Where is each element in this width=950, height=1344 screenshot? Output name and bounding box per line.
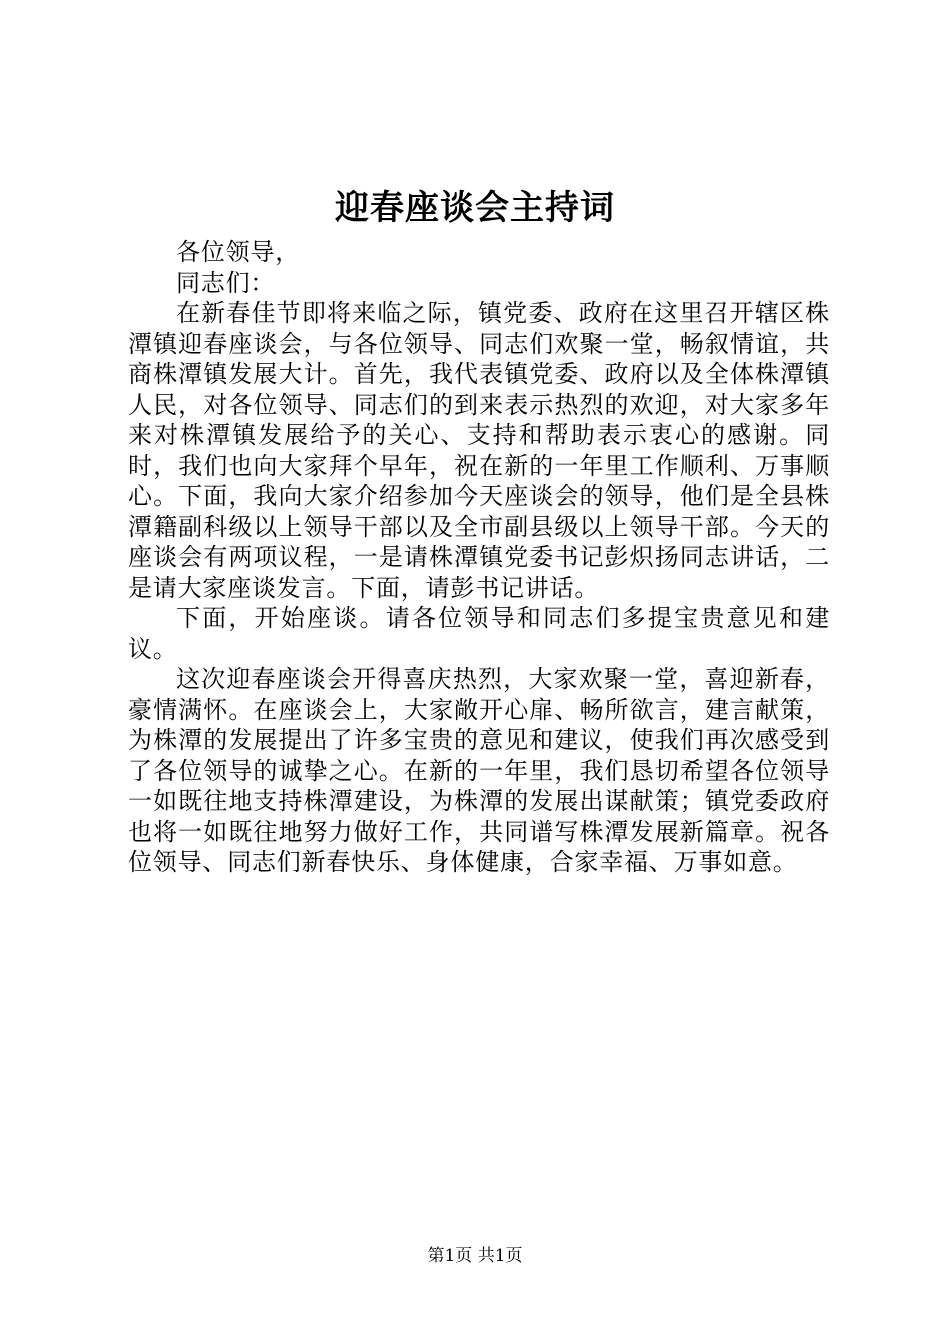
document-body <box>128 237 830 878</box>
page-number-footer: 第1页 共1页 <box>427 1246 523 1266</box>
salutation-comrades: 同志们： <box>176 268 276 297</box>
discussion-paragraph: 下面，开始座谈。请各位领导和同志们多提宝贵意见和建议。 <box>128 604 830 663</box>
document-title: 迎春座谈会主持词 <box>335 188 615 228</box>
salutation-leaders: 各位领导， <box>176 238 300 266</box>
closing-paragraph: 这次迎春座谈会开得喜庆热烈，大家欢聚一堂，喜迎新春，豪情满怀。在座谈会上，大家敞开心扉、畅所欲言，建言献策，为株潭的发展提出了许多宝贵的意见和建议，使我们再次感受到了各位领导的诚挚之心。在新的一年里，我们恳切希望各位领导一如既往地支持株潭建设，为株潭的发展出谋献策；镇党委政府也将一如既往地努力做好工作，共同谱写株潭发展新篇章。祝各位领导、同志们新春快乐、身体健康，合家幸福、万事如意。 <box>128 665 830 876</box>
opening-paragraph: 在新春佳节即将来临之际，镇党委、政府在这里召开辖区株潭镇迎春座谈会，与各位领导、同志们欢聚一堂，畅叙情谊，共商株潭镇发展大计。首先，我代表镇党委、政府以及全体株潭镇人民，对各位领导、同志们的到来表示热烈的欢迎，对大家多年来对株潭镇发展给予的关心、支持和帮助表示衷心的感谢。同时，我们也向大家拜个早年，祝在新的一年里工作顺利、万事顺心。下面，我向大家介绍参加今天座谈会的领导，他们是全县株潭籍副科级以上领导干部以及全市副县级以上领导干部。今天的座谈会有两项议程，一是请株潭镇党委书记彭炽扬同志讲话，二是请大家座谈发言。下面，请彭书记讲话。 <box>128 299 830 602</box>
